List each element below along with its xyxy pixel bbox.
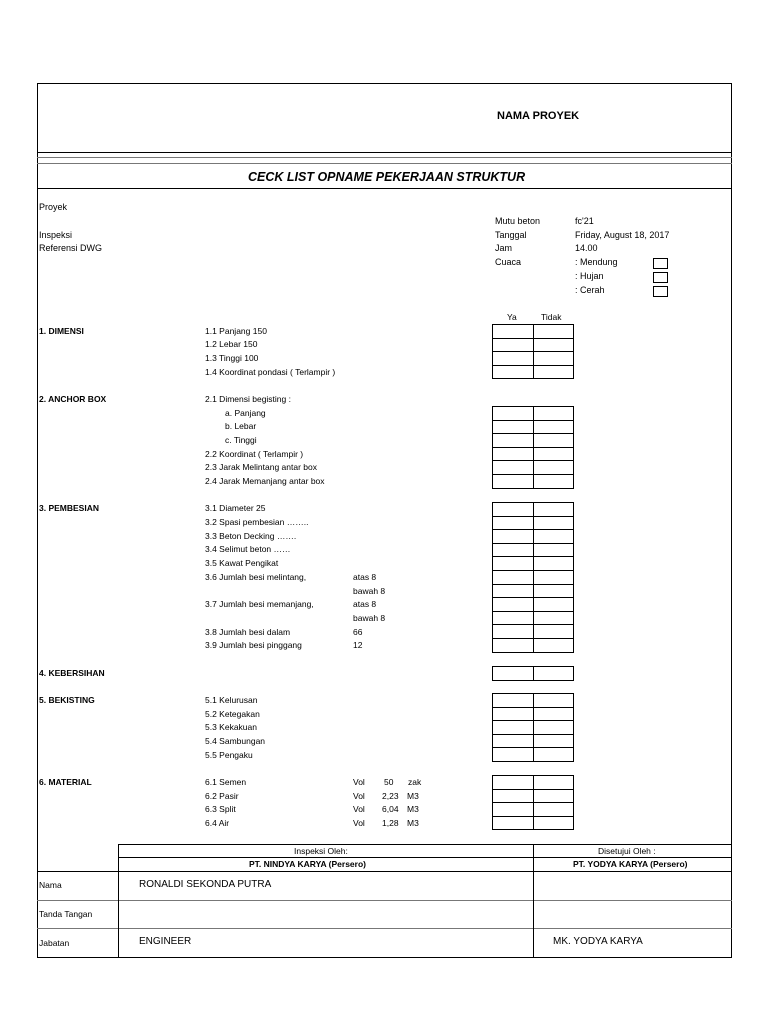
item-2-1-b: b. Lebar xyxy=(225,421,257,431)
checkbox-ya-s2-r5[interactable] xyxy=(492,460,534,475)
checkbox-ya-s3-r6[interactable] xyxy=(492,570,534,585)
checkbox-tidak-s3-r3[interactable] xyxy=(533,529,574,544)
jabatan-label: Jabatan xyxy=(39,938,70,948)
value-3-9: 12 xyxy=(353,640,363,650)
item-3-6: 3.6 Jumlah besi melintang, xyxy=(205,572,307,582)
company-left: PT. NINDYA KARYA (Persero) xyxy=(249,859,366,869)
tanda-tangan-label: Tanda Tangan xyxy=(39,909,93,919)
checkbox-tidak-s3-r8[interactable] xyxy=(533,597,574,612)
checkbox-ya-s6-r1[interactable] xyxy=(492,775,534,790)
checkbox-tidak-s3-r6[interactable] xyxy=(533,570,574,585)
amount-6-4: 1,28 xyxy=(382,818,399,828)
cuaca-checkbox-hujan[interactable] xyxy=(653,272,668,283)
checkbox-tidak-s3-r1[interactable] xyxy=(533,502,574,517)
cuaca-label: Cuaca xyxy=(495,257,522,267)
cuaca-option-cerah: : Cerah xyxy=(575,285,605,295)
checkbox-ya-s3-r2[interactable] xyxy=(492,516,534,531)
section-title-material: 6. MATERIAL xyxy=(39,777,92,787)
item-1-1: 1.1 Panjang 150 xyxy=(205,326,267,336)
checkbox-tidak-s2-r3[interactable] xyxy=(533,433,574,448)
item-1-2: 1.2 Lebar 150 xyxy=(205,339,258,349)
checkbox-tidak-s2-r2[interactable] xyxy=(533,420,574,435)
checkbox-tidak-s5-r5[interactable] xyxy=(533,747,574,762)
tanggal-value: Friday, August 18, 2017 xyxy=(575,230,670,240)
checkbox-ya-s1-r2[interactable] xyxy=(492,338,534,353)
checkbox-ya-s3-r9[interactable] xyxy=(492,611,534,626)
vol-label-6-4: Vol xyxy=(353,818,365,828)
checkbox-tidak-s3-r9[interactable] xyxy=(533,611,574,626)
jabatan-left: ENGINEER xyxy=(139,936,192,947)
checkbox-ya-s5-r2[interactable] xyxy=(492,707,534,722)
amount-6-2: 2,23 xyxy=(382,791,399,801)
item-5-2: 5.2 Ketegakan xyxy=(205,709,260,719)
checkbox-ya-s2-r3[interactable] xyxy=(492,433,534,448)
checkbox-ya-s5-r5[interactable] xyxy=(492,747,534,762)
inspeksi-label: Inspeksi xyxy=(39,230,73,240)
unit-6-4: M3 xyxy=(407,818,419,828)
item-6-1: 6.1 Semen xyxy=(205,777,247,787)
checkbox-tidak-s1-r1[interactable] xyxy=(533,324,574,339)
section-title-bekisting: 5. BEKISTING xyxy=(39,695,95,705)
checkbox-ya-s1-r4[interactable] xyxy=(492,365,534,380)
company-right: PT. YODYA KARYA (Persero) xyxy=(573,859,688,869)
disetujui-oleh-label: Disetujui Oleh : xyxy=(598,846,656,856)
value-3-7-atas: atas 8 xyxy=(353,599,377,609)
checkbox-ya-s3-r3[interactable] xyxy=(492,529,534,544)
item-5-4: 5.4 Sambungan xyxy=(205,736,266,746)
column-header-tidak: Tidak xyxy=(541,312,562,322)
checkbox-tidak-s5-r3[interactable] xyxy=(533,720,574,735)
vol-label-6-2: Vol xyxy=(353,791,365,801)
checkbox-tidak-s4-r1[interactable] xyxy=(533,666,574,681)
checkbox-ya-s3-r1[interactable] xyxy=(492,502,534,517)
title-divider xyxy=(37,188,732,189)
referensi-label: Referensi DWG xyxy=(39,243,103,253)
inspeksi-oleh-label: Inspeksi Oleh: xyxy=(294,846,348,856)
proyek-label: Proyek xyxy=(39,202,68,212)
checkbox-tidak-s1-r2[interactable] xyxy=(533,338,574,353)
value-3-6-bawah: bawah 8 xyxy=(353,586,386,596)
item-3-7: 3.7 Jumlah besi memanjang, xyxy=(205,599,314,609)
item-3-4: 3.4 Selimut beton …… xyxy=(205,544,291,554)
item-2-4: 2.4 Jarak Memanjang antar box xyxy=(205,476,325,486)
checkbox-tidak-s3-r4[interactable] xyxy=(533,543,574,558)
checkbox-tidak-s6-r3[interactable] xyxy=(533,802,574,817)
jabatan-right: MK. YODYA KARYA xyxy=(553,936,643,947)
checkbox-tidak-s3-r11[interactable] xyxy=(533,638,574,653)
item-2-2: 2.2 Koordinat ( Terlampir ) xyxy=(205,449,304,459)
checkbox-tidak-s5-r4[interactable] xyxy=(533,734,574,749)
section-title-pembesian: 3. PEMBESIAN xyxy=(39,503,99,513)
item-6-4: 6.4 Air xyxy=(205,818,230,828)
tanggal-label: Tanggal xyxy=(495,230,527,240)
checkbox-ya-s2-r4[interactable] xyxy=(492,447,534,462)
checkbox-tidak-s1-r3[interactable] xyxy=(533,351,574,366)
signature-divider-right xyxy=(533,844,534,958)
item-6-2: 6.2 Pasir xyxy=(205,791,239,801)
unit-6-1: zak xyxy=(408,777,422,787)
vol-label-6-1: Vol xyxy=(353,777,365,787)
item-5-1: 5.1 Kelurusan xyxy=(205,695,258,705)
item-3-5: 3.5 Kawat Pengikat xyxy=(205,558,279,568)
amount-6-3: 6,04 xyxy=(382,804,399,814)
checkbox-ya-s3-r11[interactable] xyxy=(492,638,534,653)
item-3-1: 3.1 Diameter 25 xyxy=(205,503,266,513)
value-3-8: 66 xyxy=(353,627,363,637)
signature-divider-left xyxy=(118,844,119,958)
cuaca-option-hujan: : Hujan xyxy=(575,271,604,281)
signature-row-line-2 xyxy=(37,928,732,929)
checkbox-ya-s3-r8[interactable] xyxy=(492,597,534,612)
checkbox-tidak-s2-r6[interactable] xyxy=(533,474,574,489)
signature-row-line-1 xyxy=(37,900,732,901)
item-2-1-a: a. Panjang xyxy=(225,408,266,418)
checkbox-tidak-s3-r5[interactable] xyxy=(533,556,574,571)
project-name-label: NAMA PROYEK xyxy=(497,110,580,122)
item-5-3: 5.3 Kekakuan xyxy=(205,722,257,732)
item-1-4: 1.4 Koordinat pondasi ( Terlampir ) xyxy=(205,367,336,377)
checkbox-ya-s2-r6[interactable] xyxy=(492,474,534,489)
header-divider-2 xyxy=(37,157,732,158)
column-header-ya: Ya xyxy=(507,312,517,322)
cuaca-option-mendung: : Mendung xyxy=(575,257,618,267)
signature-header-bottom xyxy=(37,871,732,872)
checkbox-ya-s3-r5[interactable] xyxy=(492,556,534,571)
checkbox-tidak-s6-r1[interactable] xyxy=(533,775,574,790)
jam-label: Jam xyxy=(495,243,513,253)
section-title-kebersihan: 4. KEBERSIHAN xyxy=(39,668,105,678)
checkbox-tidak-s1-r4[interactable] xyxy=(533,365,574,380)
checkbox-tidak-s6-r2[interactable] xyxy=(533,789,574,804)
checkbox-ya-s4-r1[interactable] xyxy=(492,666,534,681)
signature-mid-line xyxy=(118,857,732,858)
checkbox-ya-s6-r4[interactable] xyxy=(492,816,534,831)
checkbox-tidak-s2-r1[interactable] xyxy=(533,406,574,421)
value-3-6-atas: atas 8 xyxy=(353,572,377,582)
checkbox-ya-s2-r1[interactable] xyxy=(492,406,534,421)
amount-6-1: 50 xyxy=(384,777,394,787)
checkbox-ya-s1-r1[interactable] xyxy=(492,324,534,339)
checkbox-ya-s6-r3[interactable] xyxy=(492,802,534,817)
page-title: CECK LIST OPNAME PEKERJAAN STRUKTUR xyxy=(248,170,526,184)
checkbox-ya-s3-r7[interactable] xyxy=(492,584,534,599)
checkbox-ya-s1-r3[interactable] xyxy=(492,351,534,366)
value-3-7-bawah: bawah 8 xyxy=(353,613,386,623)
item-3-8: 3.8 Jumlah besi dalam xyxy=(205,627,291,637)
signature-top-line xyxy=(118,844,732,845)
cuaca-checkbox-cerah[interactable] xyxy=(653,286,668,297)
checkbox-ya-s6-r2[interactable] xyxy=(492,789,534,804)
header-divider-1 xyxy=(37,152,732,153)
item-2-3: 2.3 Jarak Melintang antar box xyxy=(205,462,317,472)
checkbox-tidak-s2-r5[interactable] xyxy=(533,460,574,475)
section-title-anchor-box: 2. ANCHOR BOX xyxy=(39,394,107,404)
checkbox-tidak-s6-r4[interactable] xyxy=(533,816,574,831)
checkbox-ya-s5-r1[interactable] xyxy=(492,693,534,708)
item-5-5: 5.5 Pengaku xyxy=(205,750,253,760)
item-3-9: 3.9 Jumlah besi pinggang xyxy=(205,640,302,650)
item-6-3: 6.3 Split xyxy=(205,804,236,814)
checkbox-tidak-s5-r2[interactable] xyxy=(533,707,574,722)
checkbox-ya-s2-r2[interactable] xyxy=(492,420,534,435)
mutu-label: Mutu beton xyxy=(495,216,541,226)
checkbox-tidak-s5-r1[interactable] xyxy=(533,693,574,708)
checkbox-ya-s3-r10[interactable] xyxy=(492,624,534,639)
checkbox-ya-s3-r4[interactable] xyxy=(492,543,534,558)
item-2-1-c: c. Tinggi xyxy=(225,435,257,445)
cuaca-checkbox-mendung[interactable] xyxy=(653,258,668,269)
checkbox-ya-s5-r4[interactable] xyxy=(492,734,534,749)
checkbox-tidak-s3-r2[interactable] xyxy=(533,516,574,531)
mutu-value: fc'21 xyxy=(575,216,594,226)
jam-value: 14.00 xyxy=(575,243,598,253)
item-2-1: 2.1 Dimensi begisting : xyxy=(205,394,291,404)
nama-label: Nama xyxy=(39,880,62,890)
item-3-3: 3.3 Beton Decking ……. xyxy=(205,531,297,541)
header-divider-3 xyxy=(37,163,732,164)
checkbox-tidak-s2-r4[interactable] xyxy=(533,447,574,462)
nama-value: RONALDI SEKONDA PUTRA xyxy=(139,879,272,890)
unit-6-3: M3 xyxy=(407,804,419,814)
item-1-3: 1.3 Tinggi 100 xyxy=(205,353,259,363)
checkbox-tidak-s3-r10[interactable] xyxy=(533,624,574,639)
item-3-2: 3.2 Spasi pembesian …….. xyxy=(205,517,309,527)
section-title-dimensi: 1. DIMENSI xyxy=(39,326,84,336)
checkbox-ya-s5-r3[interactable] xyxy=(492,720,534,735)
vol-label-6-3: Vol xyxy=(353,804,365,814)
checkbox-tidak-s3-r7[interactable] xyxy=(533,584,574,599)
unit-6-2: M3 xyxy=(407,791,419,801)
